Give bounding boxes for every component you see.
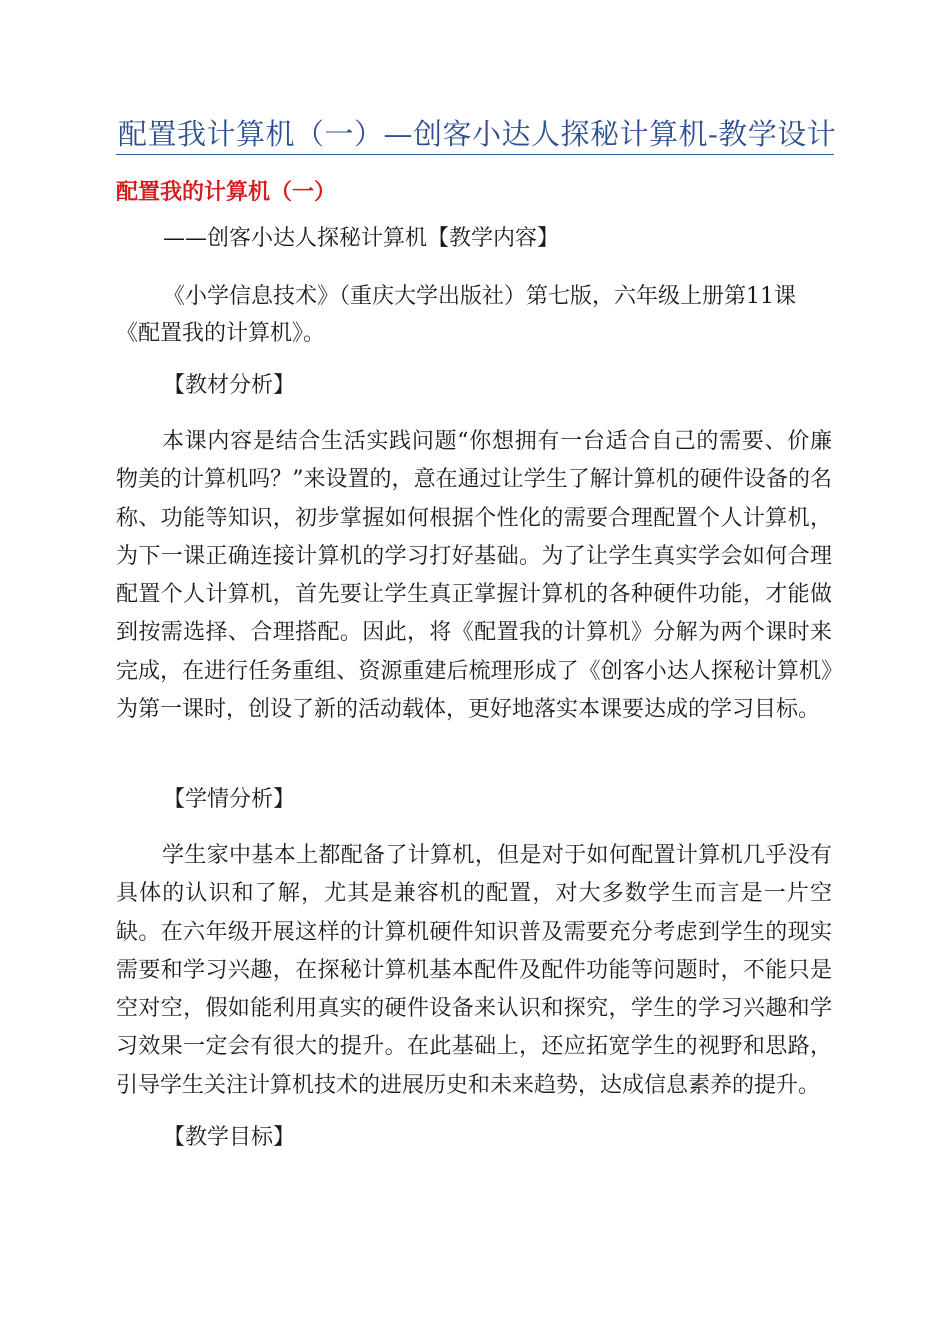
teaching-content-line-2: 《配置我的计算机》。 bbox=[116, 321, 326, 346]
student-analysis-paragraph: 学生家中基本上都配备了计算机，但是对于如何配置计算机几乎没有具体的认识和了解，尤其是兼容机的配置，对大多数学生而言是一片空缺。在六年级开展这样的计算机硬件知识普及需要充分考虑到学生的现实需要和学习兴趣，在探秘计算机基本配件及配件功能等问题时，不能只是空对空，假如能利用真实的硬件设备来认识和探究，学生的学习兴趣和学习效果一定会有很大的提升。在此基础上，还应拓宽学生的视野和思路，引导学生关注计算机技术的进展历史和未来趋势，达成信息素养的提升。 bbox=[116, 843, 832, 1098]
section-textbook-analysis: 【教材分析】 bbox=[163, 373, 296, 398]
title-underline bbox=[116, 154, 834, 155]
section-student-analysis: 【学情分析】 bbox=[163, 787, 296, 812]
teaching-content-line-1: 《小学信息技术》（重庆大学出版社）第七版，六年级上册第11课 bbox=[163, 284, 796, 309]
section-teaching-goals: 【教学目标】 bbox=[163, 1125, 296, 1150]
lesson-heading: 配置我的计算机（一） bbox=[116, 180, 337, 205]
textbook-analysis-paragraph: 本课内容是结合生活实践问题“你想拥有一台适合自己的需要、价廉物美的计算机吗？”来设置的，意在通过让学生了解计算机的硬件设备的名称、功能等知识，初步掌握如何根据个性化的需要合理配置个人计算机，为下一课正确连接计算机的学习打好基础。为了让学生真实学会如何合理配置个人计算机，首先要让学生真正掌握计算机的各种硬件功能，才能做到按需选择、合理搭配。因此，将《配置我的计算机》分解为两个课时来完成，在进行任务重组、资源重建后梳理形成了《创客小达人探秘计算机》为第一课时，创设了新的活动载体，更好地落实本课要达成的学习目标。 bbox=[116, 429, 832, 723]
document-title: 配置我计算机（一）—创客小达人探秘计算机-教学设计 bbox=[118, 117, 837, 151]
lesson-subtitle: ——创客小达人探秘计算机【教学内容】 bbox=[163, 226, 560, 251]
